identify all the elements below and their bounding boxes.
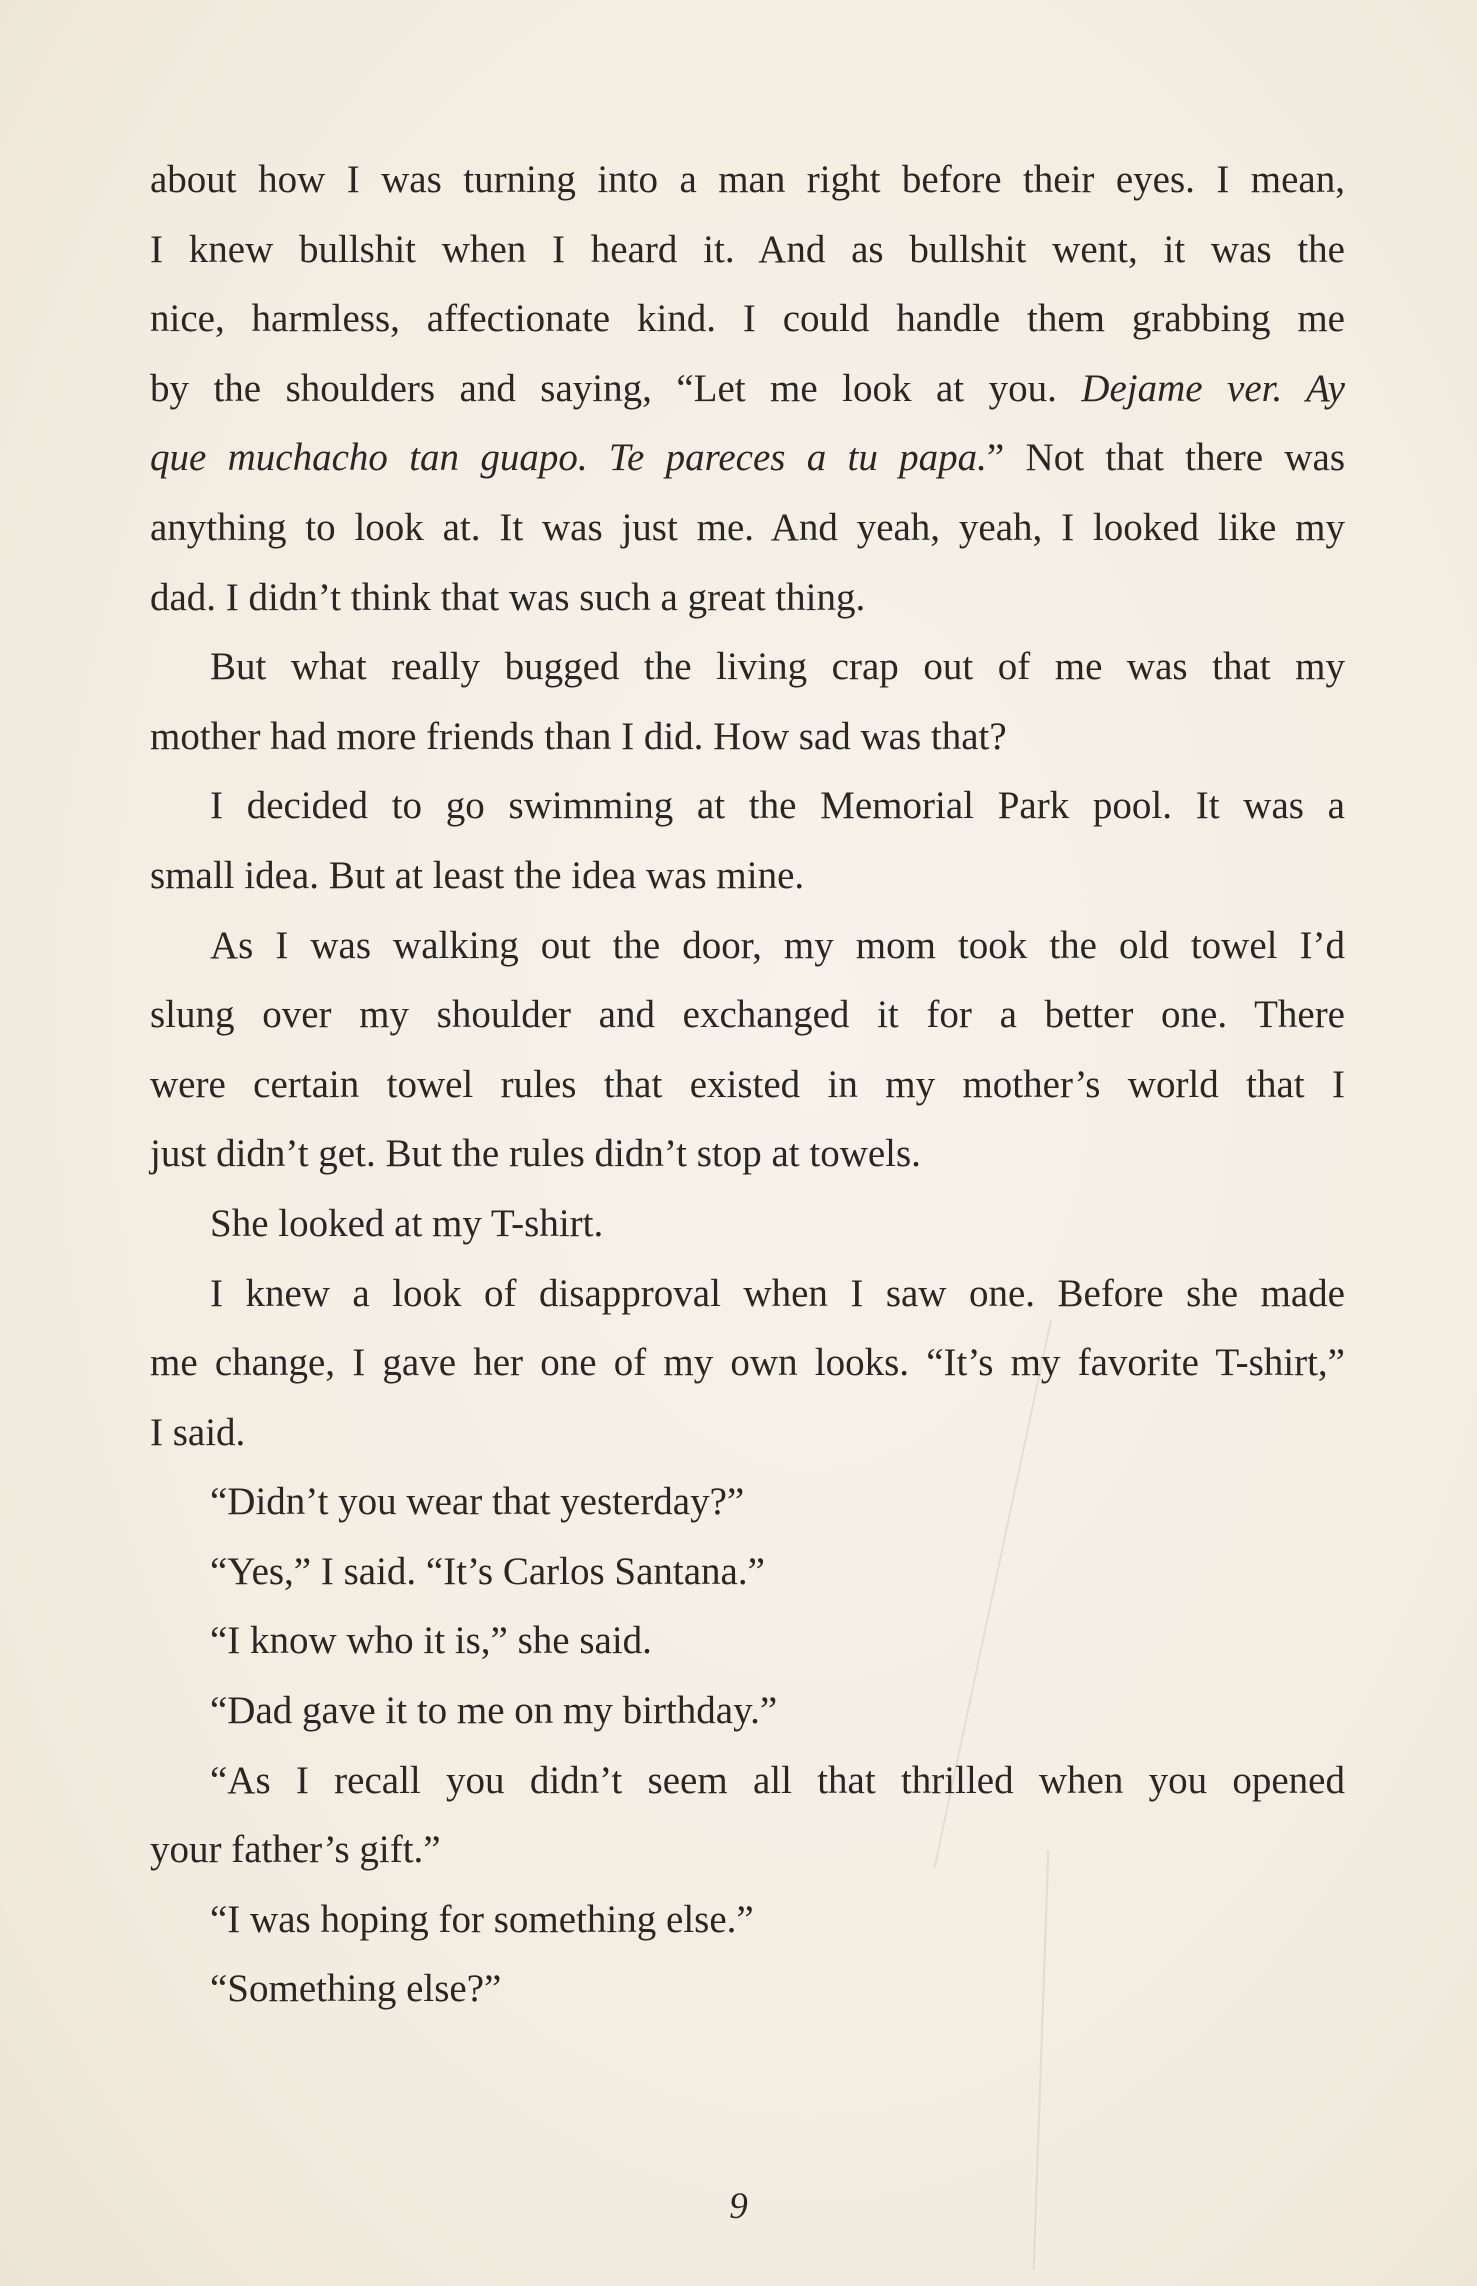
text-line [150, 145, 1345, 215]
text-line [150, 215, 1345, 285]
text-run: “Dad gave it to me on my birthday.” [210, 1689, 778, 1733]
text-run: “As I recall you didn’t seem all that thrilled when you opened [210, 1758, 1345, 1802]
text-run: ” Not that there was [986, 436, 1346, 480]
text-run: nice, harmless, affectionate kind. I could handle them grabbing me [150, 297, 1345, 341]
text-run: She looked at my T-shirt. [210, 1201, 604, 1245]
text-run: me change, I gave her one of my own looks. “It’s my favorite T-shirt,” [150, 1341, 1345, 1385]
text-line [150, 1606, 1345, 1676]
text-line [150, 771, 1345, 841]
text-run: “I know who it is,” she said. [210, 1619, 652, 1663]
text-line [150, 1885, 1345, 1955]
paragraph [150, 771, 1345, 910]
text-line [150, 493, 1345, 563]
italic-text: Dejame ver. Ay [1081, 366, 1345, 410]
text-line [150, 632, 1345, 702]
text-run: “Yes,” I said. “It’s Carlos Santana.” [210, 1549, 765, 1593]
text-run: I decided to go swimming at the Memorial Park pool. It was a [210, 784, 1345, 828]
text-line [150, 1676, 1345, 1746]
text-run: small idea. But at least the idea was mine. [150, 853, 805, 897]
text-run: your father’s gift.” [150, 1828, 441, 1872]
paragraph [150, 1467, 1345, 1537]
text-line [150, 1119, 1345, 1189]
text-line [150, 911, 1345, 981]
paragraph [150, 1885, 1345, 1955]
text-run: I said. [150, 1410, 246, 1454]
text-line [150, 1398, 1345, 1468]
text-line [150, 1467, 1345, 1537]
text-line [150, 284, 1345, 354]
italic-text: que muchacho tan guapo. Te pareces a tu papa. [150, 436, 987, 480]
text-line [150, 1259, 1345, 1329]
text-run: As I was walking out the door, my mom took the old towel I’d [210, 923, 1345, 967]
text-run: anything to look at. It was just me. And yeah, yeah, I looked like my [150, 505, 1345, 549]
text-line [150, 1954, 1345, 2024]
page-number: 9 [729, 2186, 748, 2227]
text-run: were certain towel rules that existed in my mother’s world that I [150, 1062, 1345, 1106]
text-line [150, 1050, 1345, 1120]
paragraph [150, 1746, 1345, 1885]
paragraph [150, 632, 1345, 771]
paragraph [150, 145, 1345, 632]
text-run: “Didn’t you wear that yesterday?” [210, 1480, 745, 1524]
paragraph [150, 1537, 1345, 1607]
text-run: dad. I didn’t think that was such a great thing. [150, 575, 866, 619]
text-line [150, 1815, 1345, 1885]
text-run: about how I was turning into a man right before their eyes. I mean, [150, 158, 1345, 201]
text-line [150, 1746, 1345, 1816]
text-run: just didn’t get. But the rules didn’t stop at towels. [150, 1132, 921, 1176]
text-run: But what really bugged the living crap out of me was that my [210, 645, 1345, 689]
text-line [150, 1328, 1345, 1398]
text-line [150, 702, 1345, 772]
text-run: by the shoulders and saying, “Let me look at you. [150, 366, 1082, 410]
paragraph [150, 1606, 1345, 1676]
text-line [150, 841, 1345, 911]
text-line [150, 563, 1345, 633]
text-line [150, 1537, 1345, 1607]
paragraph [150, 1259, 1345, 1468]
text-line [150, 354, 1345, 424]
text-line [150, 423, 1345, 493]
text-run: “I was hoping for something else.” [210, 1897, 754, 1941]
paragraph [150, 1189, 1345, 1259]
text-line [150, 1189, 1345, 1259]
text-line [150, 980, 1345, 1050]
text-run: I knew a look of disapproval when I saw one. Before she made [210, 1271, 1345, 1315]
paragraph [150, 911, 1345, 1189]
text-run: I knew bullshit when I heard it. And as bullshit went, it was the [150, 227, 1345, 271]
paragraph [150, 1954, 1345, 2024]
text-run: “Something else?” [210, 1967, 502, 2011]
text-run: slung over my shoulder and exchanged it for a better one. There [150, 993, 1345, 1037]
paragraph [150, 1676, 1345, 1746]
body-text [150, 145, 1345, 2024]
text-run: mother had more friends than I did. How sad was that? [150, 714, 1007, 758]
